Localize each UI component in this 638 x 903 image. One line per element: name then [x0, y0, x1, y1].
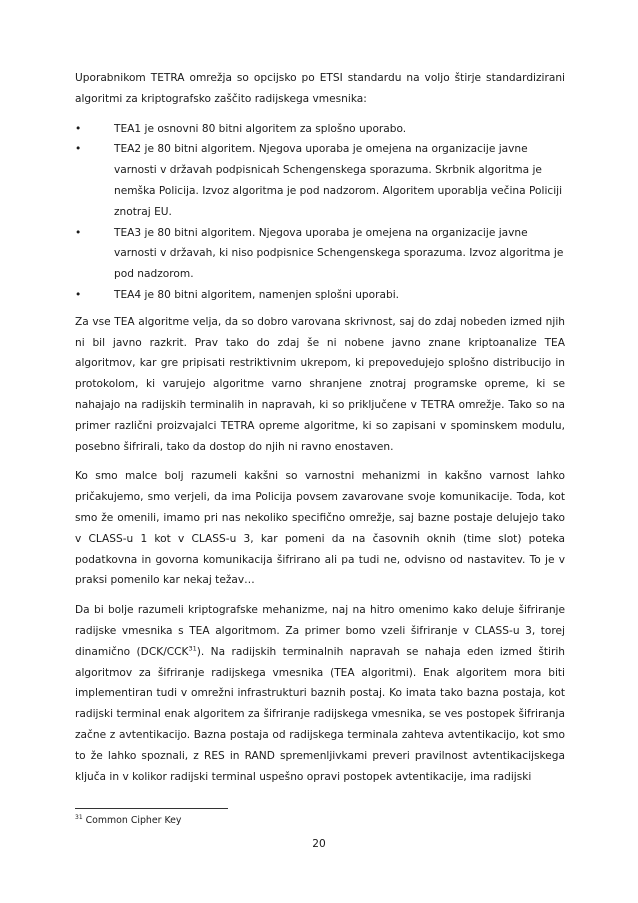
bullet-icon: •: [75, 226, 82, 239]
list-item-text: TEA2 je 80 bitni algoritem. Njegova uporaba je omejena na organizacije javne varnosti v državah podpisnicah Schengenskega sporazuma. Skrbnik algoritma je nemška Policija. Izvoz algoritma je pod nadzorom. Algoritem uporablja večina Policiji znotraj EU.: [114, 143, 563, 218]
body-text: [75, 68, 565, 796]
intro-paragraph: Uporabnikom TETRA omrežja so opcijsko po ETSI standardu na voljo štirje standardizirani algoritmi za kriptografsko zaščito radijskega vmesnika:: [75, 72, 565, 105]
list-item-text: TEA4 je 80 bitni algoritem, namenjen splošni uporabi.: [114, 288, 400, 301]
list-item: [75, 139, 565, 222]
footnote-divider: [75, 808, 228, 809]
paragraph-encryption: [75, 600, 565, 787]
bullet-icon: •: [75, 288, 82, 301]
footnote: [75, 815, 181, 827]
paragraph-text: Da bi bolje razumeli kriptografske mehanizme, naj na hitro omenimo kako deluje šifriranje radijske vmesnika s TEA algoritmom. Za primer bomo vzeli šifriranje v CLASS-u 3, torej dinamično (DCK/CCK: [75, 604, 565, 658]
footnote-reference[interactable]: 31: [188, 644, 197, 653]
footnote-number: 31: [75, 813, 83, 821]
paragraph-secrecy: Za vse TEA algoritme velja, da so dobro varovana skrivnost, saj do zdaj nobeden izmed njih ni bil javno razkrit. Prav tako do zdaj še ni nobene javno znane kriptoanalize TEA algoritmov, kar gre pripisati restriktivnim ukrepom, ki prepovedujejo splošno distribucijo in protokolom, ki varujejo algoritme varno shranjene znotraj programske opreme, ki se nahajajo na radijskih terminalih in napravah, ki so priključene v TETRA omrežje. Tako so na primer različni proizvajalci TETRA opreme algoritme, ki so zapisani v spominskem modulu, posebno šifrirali, tako da dostop do njih ni ravno enostaven.: [75, 315, 565, 453]
footnote-text: Common Cipher Key: [85, 815, 182, 826]
bullet-icon: •: [75, 143, 82, 156]
paragraph-network: Ko smo malce bolj razumeli kakšni so varnostni mehanizmi in kakšno varnost lahko pričakujemo, smo verjeli, da ima Policija povsem zavarovane svoje komunikacije. Toda, kot smo že omenili, imamo pri nas nekoliko specifično omrežje, saj bazne postaje delujejo tako v CLASS-u 1 kot v CLASS-u 3, kar pomeni da na časovnih oknih (time slot) poteka podatkovna in govorna komunikacija šifrirano ali pa tudi ne, odvisno od nastavitev. To je v praksi pomenilo kar nekaj težav…: [75, 470, 565, 587]
list-item-text: TEA1 je osnovni 80 bitni algoritem za splošno uporabo.: [114, 122, 407, 135]
paragraph-text: ). Na radijskih terminalnih napravah se nahaja eden izmed štirih algoritmov za šifriranje radijskega vmesnika (TEA algoritmi). Enak algoritem mora biti implementiran tudi v omrežni infrastrukturi baznih postaj. Ko imata tako bazna postaja, kot radijski terminal enak algoritem za šifriranje radijskega vmesnika, se ves postopek šifriranja začne z avtentikacijo. Bazna postaja od radijskega terminala zahteva avtentikacijo, kot smo to že lahko spoznali, z RES in RAND spremenljivkami preveri pravilnost avtentikacijskega ključa in v kolikor radijski terminal uspešno opravi postopek avtentikacije, ima radijski: [75, 645, 565, 783]
list-item: [75, 285, 565, 306]
bullet-icon: •: [75, 122, 82, 135]
list-item-text: TEA3 je 80 bitni algoritem. Njegova uporaba je omejena na organizacije javne varnosti v državah, ki niso podpisnice Schengenskega sporazuma. Izvoz algoritma je pod nadzorom.: [114, 226, 564, 281]
list-item: [75, 223, 565, 285]
page-number: 20: [312, 838, 326, 850]
algorithm-list: [75, 119, 565, 306]
list-item: [75, 119, 565, 140]
